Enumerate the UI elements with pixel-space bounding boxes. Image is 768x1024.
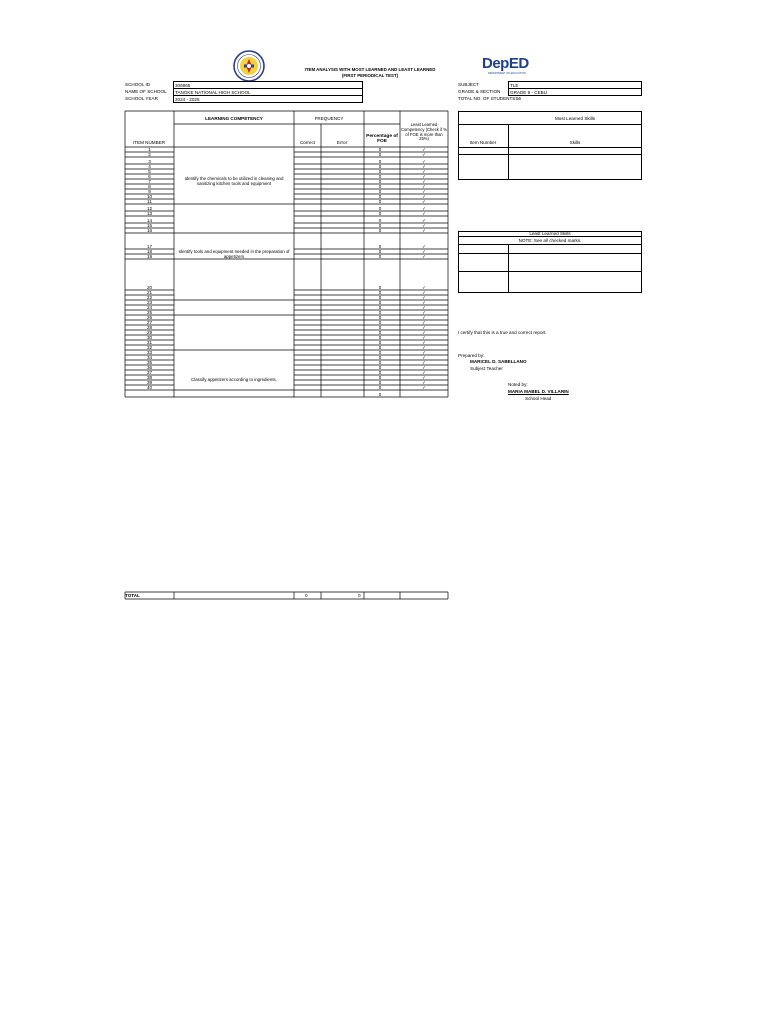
teacher-name: MARICEL D. SABELLANO	[470, 359, 527, 364]
percentage-foe: 0	[378, 173, 382, 179]
item-number: 30	[146, 334, 153, 340]
col-header-percentage: Percentage of FOE	[366, 134, 398, 145]
least-learned-check: ✓	[422, 369, 426, 375]
item-number: 37	[146, 369, 153, 375]
percentage-foe: 0	[378, 217, 382, 223]
item-number: 27	[146, 319, 153, 325]
least-learned-divider-1	[458, 236, 642, 237]
item-number: 7	[148, 178, 151, 184]
school-name-value: TANGKE NATIONAL HIGH SCHOOL	[175, 90, 251, 95]
school-year-label: SCHOOL YEAR	[125, 96, 158, 101]
percentage-foe: 0	[378, 391, 382, 397]
percentage-foe: 0	[378, 299, 382, 305]
prepared-by-label: Prepared by:	[458, 353, 485, 358]
total-students-label: TOTAL NO. OF STUDENTS:	[458, 96, 517, 101]
school-id-value: 306865	[175, 83, 191, 88]
least-learned-check: ✓	[422, 178, 426, 184]
percentage-foe: 0	[378, 253, 382, 259]
total-students-value: 56	[516, 96, 522, 101]
col-header-learning-competency: LEARNING COMPETENCY	[205, 116, 263, 121]
percentage-foe: 0	[378, 304, 382, 310]
least-learned-check: ✓	[422, 309, 426, 315]
percentage-foe: 0	[378, 379, 382, 385]
least-learned-check: ✓	[422, 304, 426, 310]
least-learned-check: ✓	[422, 334, 426, 340]
certification-statement: I certify that this is a true and correct report.	[458, 330, 547, 335]
item-number: 35	[146, 359, 153, 365]
most-learned-title: Most Learned Skills	[554, 116, 596, 121]
most-learned-col-divider	[508, 124, 509, 180]
percentage-foe: 0	[378, 151, 382, 157]
school-id-label: SCHOOL ID	[125, 82, 151, 87]
percentage-foe: 0	[378, 210, 382, 216]
least-learned-divider-3	[458, 253, 642, 254]
least-learned-check: ✓	[422, 222, 426, 228]
item-number: 28	[146, 324, 153, 330]
percentage-foe: 0	[378, 205, 382, 211]
teacher-title: Subject Teacher	[470, 366, 503, 371]
least-learned-check: ✓	[422, 379, 426, 385]
percentage-foe: 0	[378, 178, 382, 184]
least-learned-check: ✓	[422, 198, 426, 204]
subject-value: TLE	[510, 83, 519, 88]
item-number: 18	[146, 248, 153, 254]
least-learned-check: ✓	[422, 319, 426, 325]
item-number: 29	[146, 329, 153, 335]
least-learned-divider-2	[458, 244, 642, 245]
school-year-value: 2024 - 2025	[175, 97, 200, 102]
item-number: 8	[148, 183, 151, 189]
least-learned-check: ✓	[422, 227, 426, 233]
percentage-foe: 0	[378, 364, 382, 370]
least-learned-check: ✓	[422, 314, 426, 320]
deped-logo-subtext: DEPARTMENT OF EDUCATION	[488, 72, 526, 75]
percentage-foe: 0	[378, 243, 382, 249]
least-learned-check: ✓	[422, 294, 426, 300]
col-header-error: Error	[336, 140, 348, 145]
item-number: 23	[146, 299, 153, 305]
most-learned-col-skills: Skills	[569, 140, 581, 145]
least-learned-check: ✓	[422, 329, 426, 335]
least-learned-check: ✓	[422, 168, 426, 174]
least-learned-check: ✓	[422, 253, 426, 259]
item-number: 4	[148, 163, 151, 169]
total-correct: 0	[305, 593, 308, 598]
percentage-foe: 0	[378, 324, 382, 330]
least-learned-check: ✓	[422, 299, 426, 305]
most-learned-col-item: Item Number	[469, 140, 497, 145]
item-number: 22	[146, 294, 153, 300]
percentage-foe: 0	[378, 289, 382, 295]
percentage-foe: 0	[378, 188, 382, 194]
item-number: 38	[146, 374, 153, 380]
percentage-foe: 0	[378, 359, 382, 365]
competency-1: Identify the chemicals to be utilized in cleaning and sanitizing kitchen tools and equipment	[184, 176, 284, 186]
least-learned-check: ✓	[422, 151, 426, 157]
item-number: 11	[147, 198, 152, 204]
item-number: 31	[146, 339, 153, 345]
least-learned-check: ✓	[422, 284, 426, 290]
least-learned-note: NOTE: See all checked marks.	[518, 238, 582, 243]
item-number: 1	[148, 146, 151, 152]
least-learned-check: ✓	[422, 188, 426, 194]
item-number: 21	[146, 289, 153, 295]
least-learned-check: ✓	[422, 173, 426, 179]
most-learned-divider	[458, 124, 642, 125]
item-number: 33	[146, 349, 153, 355]
deped-logo-text: DepED	[482, 55, 529, 72]
report-title-line2: (FIRST PERIODICAL TEST)	[341, 73, 399, 78]
percentage-foe: 0	[378, 163, 382, 169]
least-learned-check: ✓	[422, 354, 426, 360]
percentage-foe: 0	[378, 183, 382, 189]
percentage-foe: 0	[378, 314, 382, 320]
school-head-title: School Head	[525, 396, 552, 401]
percentage-foe: 0	[378, 344, 382, 350]
item-number: 36	[146, 364, 153, 370]
percentage-foe: 0	[378, 339, 382, 345]
percentage-foe: 0	[378, 193, 382, 199]
most-learned-divider-3	[458, 154, 642, 155]
subject-label: SUBJECT	[458, 82, 479, 87]
percentage-foe: 0	[378, 319, 382, 325]
item-number: 25	[146, 309, 153, 315]
total-error: 0	[358, 593, 361, 598]
least-learned-check: ✓	[422, 364, 426, 370]
least-learned-col-divider	[508, 244, 509, 293]
percentage-foe: 0	[378, 158, 382, 164]
least-learned-check: ✓	[422, 349, 426, 355]
item-number: 3	[148, 158, 151, 164]
percentage-foe: 0	[378, 384, 382, 390]
school-name-label: NAME OF SCHOOL	[125, 89, 167, 94]
percentage-foe: 0	[378, 284, 382, 290]
col-header-frequency: FREQUENCY	[314, 116, 344, 121]
item-number: 16	[146, 227, 153, 233]
least-learned-check: ✓	[422, 163, 426, 169]
col-header-least-learned: Least Learned Competency (Check if % of FOE is more than 25%)	[400, 122, 448, 142]
report-title-line1: ITEM ANALYSIS WITH MOST LEARNED AND LEAST LEARNED	[304, 67, 436, 72]
item-number: 39	[146, 379, 153, 385]
percentage-foe: 0	[378, 222, 382, 228]
school-head-name: MARIA MABEL D. VILLARIN	[508, 389, 569, 394]
item-number: 34	[146, 354, 153, 360]
least-learned-check: ✓	[422, 324, 426, 330]
item-number: 14	[146, 217, 153, 223]
percentage-foe: 0	[378, 329, 382, 335]
item-number: 20	[146, 284, 153, 290]
most-learned-divider-2	[458, 147, 642, 148]
item-number: 19	[146, 253, 153, 259]
col-header-item-number: ITEM NUMBER	[132, 140, 166, 145]
least-learned-check: ✓	[422, 344, 426, 350]
item-number: 6	[148, 173, 151, 179]
grade-section-value: GRADE 9 - CEBU	[510, 90, 548, 95]
percentage-foe: 0	[378, 354, 382, 360]
item-number: 5	[148, 168, 151, 174]
least-learned-check: ✓	[422, 243, 426, 249]
least-learned-check: ✓	[422, 210, 426, 216]
percentage-foe: 0	[378, 294, 382, 300]
col-header-correct: Correct	[299, 140, 316, 145]
percentage-foe: 0	[378, 248, 382, 254]
item-number: 2	[148, 151, 151, 157]
item-number: 15	[146, 222, 153, 228]
percentage-foe: 0	[378, 369, 382, 375]
least-learned-check: ✓	[422, 158, 426, 164]
least-learned-check: ✓	[422, 217, 426, 223]
item-number: 9	[148, 188, 151, 194]
least-learned-check: ✓	[422, 183, 426, 189]
least-learned-check: ✓	[422, 146, 426, 152]
competency-2: Identify tools and equipment needed in the preparation of appetizers	[178, 249, 290, 259]
item-number: 40	[146, 384, 153, 390]
percentage-foe: 0	[378, 374, 382, 380]
least-learned-check: ✓	[422, 374, 426, 380]
least-learned-check: ✓	[422, 248, 426, 254]
item-number: 12	[146, 205, 153, 211]
competency-3: Classify appetizers according to ingredients.	[191, 377, 277, 382]
least-learned-check: ✓	[422, 384, 426, 390]
least-learned-divider-4	[458, 271, 642, 272]
item-number: 26	[146, 314, 153, 320]
percentage-foe: 0	[378, 227, 382, 233]
least-learned-check: ✓	[422, 193, 426, 199]
total-label: TOTAL	[125, 593, 140, 598]
percentage-foe: 0	[378, 146, 382, 152]
least-learned-check: ✓	[422, 339, 426, 345]
item-number: 32	[146, 344, 153, 350]
percentage-foe: 0	[378, 198, 382, 204]
least-learned-check: ✓	[422, 359, 426, 365]
item-number: 10	[146, 193, 153, 199]
percentage-foe: 0	[378, 349, 382, 355]
least-learned-check: ✓	[422, 205, 426, 211]
item-number: 13	[146, 210, 153, 216]
noted-by-label: Noted by:	[508, 382, 528, 387]
most-learned-table	[458, 111, 642, 180]
grade-section-label: GRADE & SECTION	[458, 89, 501, 94]
percentage-foe: 0	[378, 334, 382, 340]
item-number: 24	[146, 304, 153, 310]
percentage-foe: 0	[378, 309, 382, 315]
least-learned-check: ✓	[422, 289, 426, 295]
percentage-foe: 0	[378, 168, 382, 174]
least-learned-title: Least Learned Skills	[529, 231, 571, 236]
item-number: 17	[146, 243, 153, 249]
